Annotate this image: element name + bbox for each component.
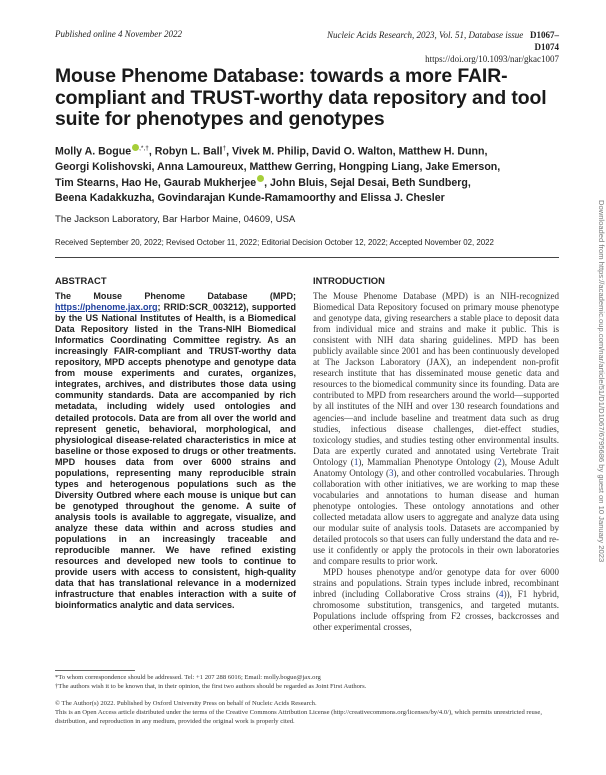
introduction-text xyxy=(313,291,559,633)
author-names: Beena Kadakkuzha, Govindarajan Kunde-Ramamoorthy and Elissa J. Chesler xyxy=(55,192,445,205)
author-names: , Vivek M. Philip, David O. Walton, Matthew H. Dunn, xyxy=(226,145,488,158)
intro-text: ), Mammalian Phenotype Ontology ( xyxy=(358,456,498,467)
author-name: Molly A. Bogue xyxy=(55,145,132,158)
introduction-heading: INTRODUCTION xyxy=(313,275,385,286)
citation-link[interactable]: 4 xyxy=(499,589,504,600)
download-watermark: Downloaded from https://academic.oup.com/nar/article/51/D1/D1067/6795686 by guest on 10 January 2023 xyxy=(597,200,606,563)
published-date: Published online 4 November 2022 xyxy=(55,29,182,39)
doi-link[interactable]: https://doi.org/10.1093/nar/gkac1007 xyxy=(425,54,559,64)
section-divider xyxy=(55,257,559,258)
joint-author-note: †The authors wish it to be known that, in their opinion, the first two authors should be regarded as Joint First Authors. xyxy=(55,683,367,690)
footnotes xyxy=(55,673,559,691)
intro-text: MPD houses phenotype and/or genotype data for over 6000 strains and populations. Strain types include inbred, recombinant inbred (including Collaborative Cross strains ( xyxy=(313,567,559,600)
author-marks: † xyxy=(222,145,227,152)
license-text: This is an Open Access article distributed under the terms of the Creative Commons Attribution License (http://creativecommons.org/licenses/by/4.0/), which permits unrestricted reuse, distribution, and reproduction in any medium, provided the original work is properly cited. xyxy=(55,709,542,725)
intro-text: ), Mouse Adult Anatomy Ontology ( xyxy=(313,456,559,478)
citation-link[interactable]: 3 xyxy=(389,467,394,478)
author-list xyxy=(55,141,555,207)
author-names: Georgi Kolishovski, Anna Lamoureux, Matthew Gerring, Hongping Liang, Jake Emerson, xyxy=(55,160,501,173)
author-names: , John Bluis, Sejal Desai, Beth Sundberg, xyxy=(264,177,471,190)
copyright-line: © The Author(s) 2022. Published by Oxford University Press on behalf of Nucleic Acids Research. xyxy=(55,700,317,707)
abstract-text xyxy=(55,291,296,611)
intro-text: ), and other controlled vocabularies. Through collaboration with other initiatives, we are working to map these vocabularies and annotations to human disease and human phenotype ontologies. These ontology annotations and other collected metadata allow users to aggregate and analyze data using our modular suite of analysis tools. Datasets are accompanied by detailed protocols so that users can fully understand the data and re-use it confidently or apply the protocols in their own laboratories and compare results to prior work. xyxy=(313,467,559,567)
copyright-notice xyxy=(55,699,559,726)
citation-link[interactable]: 1 xyxy=(353,456,359,467)
affiliation: The Jackson Laboratory, Bar Harbor Maine, 04609, USA xyxy=(55,214,296,225)
article-title: Mouse Phenome Database: towards a more FAIR-compliant and TRUST-worthy data repository and tool suite for phenotypes and genotypes xyxy=(55,65,547,130)
author-names: Tim Stearns, Hao He, Gaurab Mukherjee xyxy=(55,177,257,190)
phenome-link[interactable]: https://phenome.jax.org xyxy=(55,302,158,313)
footnote-rule xyxy=(55,670,135,671)
abstract-body: ; RRID:SCR_003212), supported by the US National Institutes of Health, is a Biomedical Data Repository listed in the Trans-NIH Biomedical Informatics Coordinating Committee registry. As an increasingly FAIR-compliant and TRUST-worthy data repository, MPD accepts phenotype and genotype data from mouse experiments and curates, organizes, integrates, archives, and distributes those data using community standards. Data are accompanied by rich metadata, including widely used ontologies and detailed protocols. Data are from all over the world and represent genetic, behavioral, morphological, and physiological disease-related characteristics in mice at baseline or those exposed to drugs or other treatments. MPD houses data from over 6000 strains and populations, representing many reproducible strain types and heterogenous populations such as the Diversity Outbred where each mouse is unique but can be genotyped throughout the genome. A suite of analysis tools is available to aggregate, visualize, and analyze these data within and across studies and populations in an increasingly traceable and reproducible manner. We have refined existing resources and developed new tools to continue to provide users with access to consistent, high-quality data that has translational relevance in a modernized infrastructure that enables interaction with a suite of bioinformatics analytic and data services. xyxy=(55,302,296,611)
citation-link[interactable]: 2 xyxy=(497,456,502,467)
corresponding-author-note: *To whom correspondence should be addressed. Tel: +1 207 288 6016; Email: molly.bogue@jax.org xyxy=(55,674,321,681)
intro-paragraph xyxy=(313,567,559,633)
intro-paragraph xyxy=(313,291,559,567)
author-name: , Robyn L. Ball xyxy=(148,145,223,158)
intro-text: )), F1 hybrid, chromosome substitution, transgenics, and targeted mutants. Populations include offspring from F2 crosses, backcrosses and other experimental crosses, xyxy=(313,589,560,633)
abstract-start: The Mouse Phenome Database (MPD; xyxy=(55,291,296,301)
journal-header xyxy=(312,29,559,65)
submission-dates: Received September 20, 2022; Revised October 11, 2022; Editorial Decision October 12, 2022; Accepted November 02, 2022 xyxy=(55,238,494,247)
abstract-heading: ABSTRACT xyxy=(55,275,107,286)
journal-citation: Nucleic Acids Research, 2023, Vol. 51, Database issue xyxy=(327,30,524,40)
intro-text: The Mouse Phenome Database (MPD) is an NIH-recognized Biomedical Data Repository focused on primary mouse phenotype and genotype data, giving researchers a stable place to deposit data from individual mice and strains and make it public. This is consistent with NIH data sharing guidelines. MPD has been publicly available since 2001 and has been continuously developed at The Jackson Laboratory (JAX), an independent non-profit research institute that has disseminated mouse genetic data and resources to the biomedical community since its founding. Data are contributed to MPD from researchers around the world—supported by all institutes of the NIH and over 130 research foundations and agencies—and include baseline and treatment data such as drug studies, infectious disease challenges, diet-effect studies, toxicology studies, and studies testing other environmental insults. Data are expertly curated and annotated using Vertebrate Trait Ontology ( xyxy=(313,291,559,467)
author-marks: ,*,† xyxy=(139,145,149,152)
page-range: D1067–D1074 xyxy=(530,30,559,52)
